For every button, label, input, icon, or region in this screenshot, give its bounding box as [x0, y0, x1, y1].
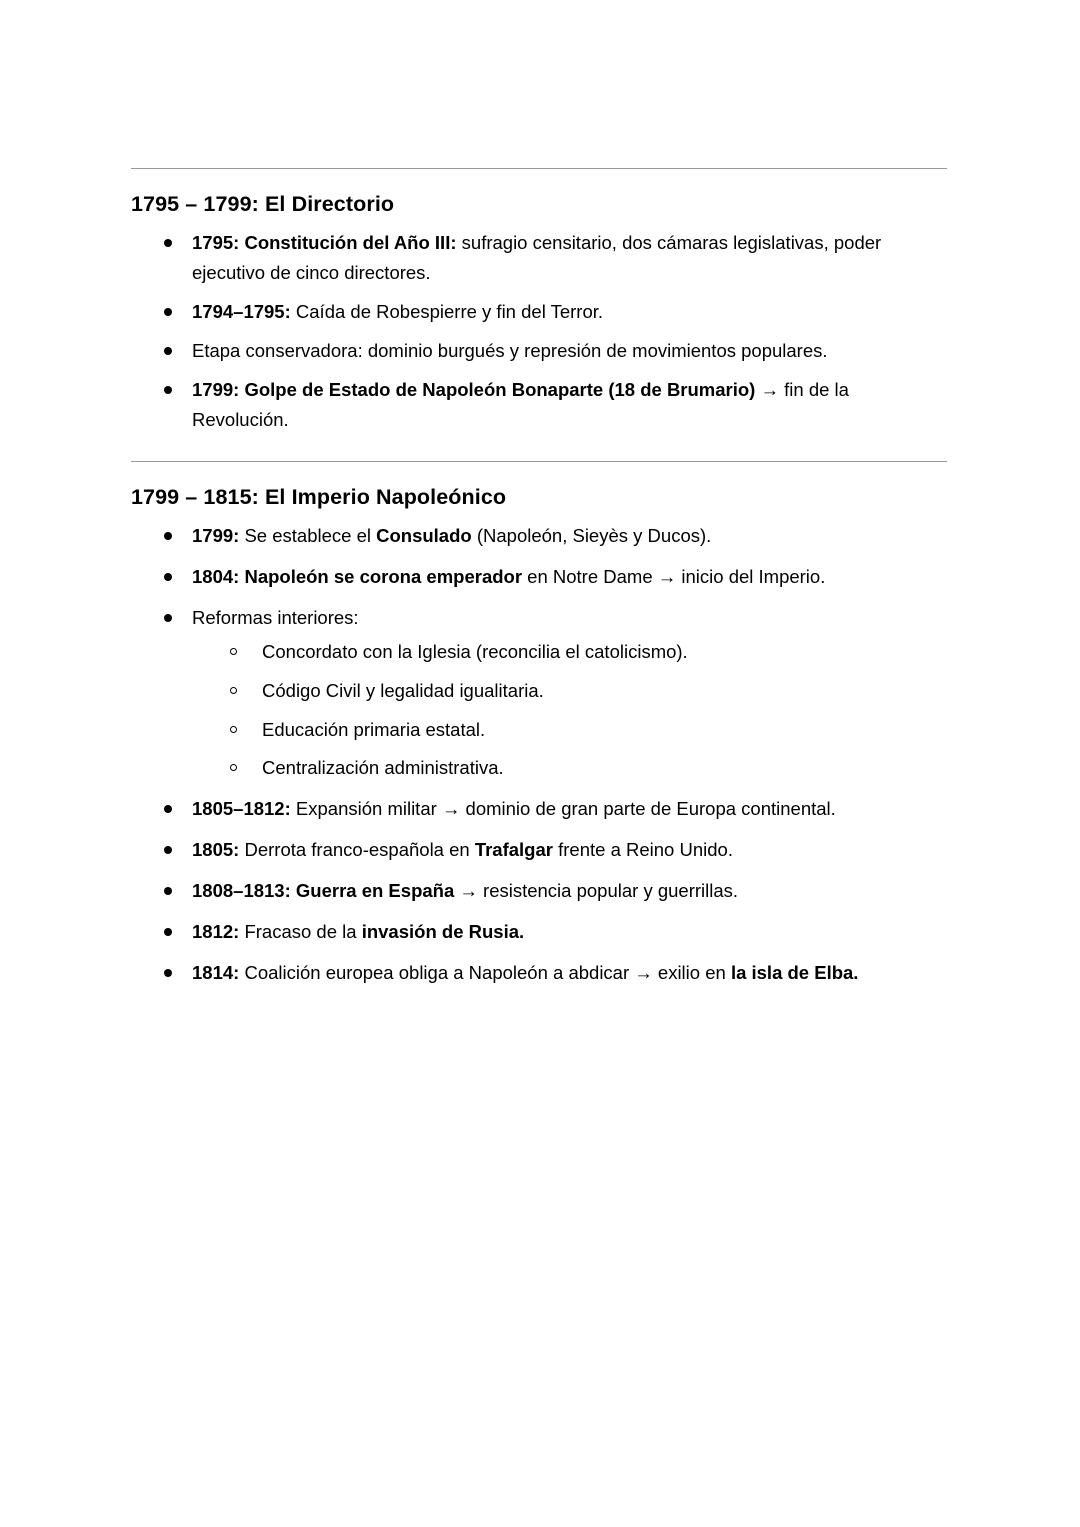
list-item: 1805–1812: Expansión militar → dominio de gran parte de Europa continental.: [131, 794, 947, 824]
section-divider: [131, 168, 947, 169]
list-item: 1808–1813: Guerra en España → resistencia popular y guerrillas.: [131, 876, 947, 906]
sub-bullet-list: [192, 638, 947, 783]
list-item: 1812: Fracaso de la invasión de Rusia.: [131, 917, 947, 947]
sub-list-item: Código Civil y legalidad igualitaria.: [192, 677, 947, 706]
section-heading: 1795 – 1799: El Directorio: [131, 192, 395, 216]
list-item: 1799: Se establece el Consulado (Napoleón, Sieyès y Ducos).: [131, 521, 947, 551]
list-item: 1804: Napoleón se corona emperador en Notre Dame → inicio del Imperio.: [131, 562, 947, 592]
list-item: [131, 603, 947, 784]
section-directorio: [131, 168, 947, 435]
list-item: 1795: Constitución del Año III: sufragio censitario, dos cámaras legislativas, poder ejecutivo de cinco directores.: [131, 228, 947, 288]
document-body: [131, 168, 947, 999]
section-heading: 1799 – 1815: El Imperio Napoleónico: [131, 484, 507, 509]
list-item-text: Reformas interiores:: [192, 606, 359, 628]
list-item: 1799: Golpe de Estado de Napoleón Bonaparte (18 de Brumario) → fin de la Revolución.: [131, 375, 947, 435]
bullet-list: [131, 228, 947, 435]
section-divider: [131, 461, 947, 462]
bullet-list: [131, 521, 947, 988]
sub-list-item: Concordato con la Iglesia (reconcilia el catolicismo).: [192, 638, 947, 667]
sub-list-item: Educación primaria estatal.: [192, 716, 947, 745]
sub-list-item: Centralización administrativa.: [192, 754, 947, 783]
list-item: 1814: Coalición europea obliga a Napoleón a abdicar → exilio en la isla de Elba.: [131, 958, 947, 988]
list-item: Etapa conservadora: dominio burgués y represión de movimientos populares.: [131, 336, 947, 366]
section-imperio-napoleonico: [131, 461, 947, 988]
list-item: 1794–1795: Caída de Robespierre y fin del Terror.: [131, 297, 947, 327]
list-item: 1805: Derrota franco-española en Trafalgar frente a Reino Unido.: [131, 835, 947, 865]
